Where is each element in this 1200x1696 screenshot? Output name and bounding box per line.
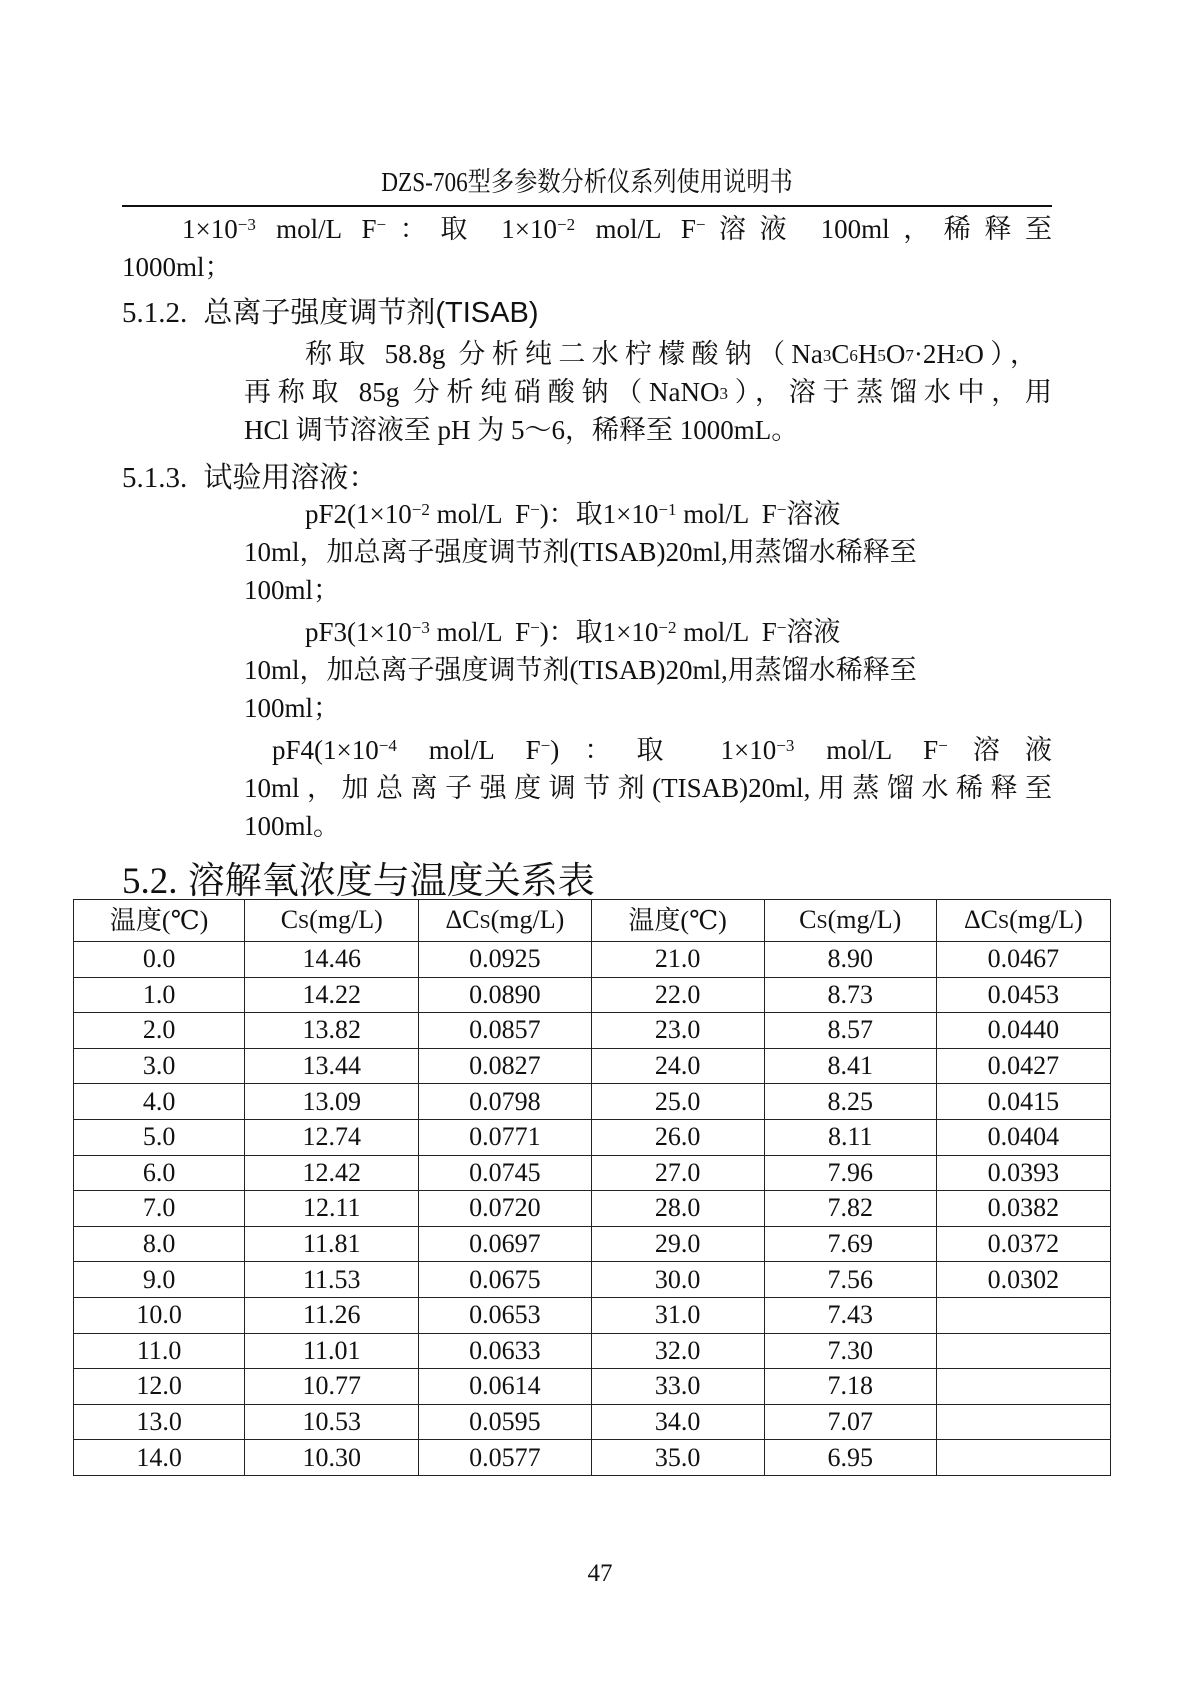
text-run: mol/L F: [575, 214, 696, 244]
table-cell: 4.0: [74, 1084, 245, 1120]
text-run: ：取 1×10: [386, 214, 558, 244]
page-number: 47: [587, 1560, 613, 1587]
table-cell: [936, 1369, 1110, 1405]
table-cell: 7.30: [764, 1333, 936, 1369]
running-header: DZS-706型多参数分析仪系列使用说明书: [381, 167, 793, 197]
table-cell: 12.11: [245, 1191, 419, 1227]
table-cell: 8.25: [764, 1084, 936, 1120]
table-cell: 0.0382: [936, 1191, 1110, 1227]
table-row: [74, 1013, 1111, 1049]
table-row: [74, 1048, 1111, 1084]
text-run: )：取1×10: [539, 617, 659, 647]
table-cell: 7.0: [74, 1191, 245, 1227]
table-cell: 28.0: [591, 1191, 764, 1227]
text-run: pF2(1×10: [305, 499, 412, 529]
text-run: C: [831, 339, 850, 369]
text-run: )：取 1×10: [550, 735, 777, 765]
table-cell: 7.96: [764, 1155, 936, 1191]
tisab-line-3: HCl 调节溶液至 pH 为 5～6，稀释至 1000mL。: [244, 415, 799, 445]
table-cell: 30.0: [591, 1262, 764, 1298]
charge: −: [695, 215, 706, 234]
table-cell: 1.0: [74, 977, 245, 1013]
table-body: [74, 942, 1111, 1476]
table-cell: 0.0415: [936, 1084, 1110, 1120]
table-cell: 0.0890: [419, 977, 591, 1013]
table-cell: 21.0: [591, 942, 764, 978]
charge: −: [776, 618, 787, 637]
header-unit: (mg/L): [490, 904, 565, 934]
header-text: ΔC: [963, 904, 998, 934]
table-cell: 11.26: [245, 1297, 419, 1333]
table-cell: 7.07: [764, 1404, 936, 1440]
exponent: −3: [411, 618, 430, 637]
header-unit: (mg/L): [827, 904, 902, 934]
table-row: [74, 1440, 1111, 1476]
table-cell: 0.0614: [419, 1369, 591, 1405]
table-cell: 10.0: [74, 1297, 245, 1333]
subscript: 3: [822, 346, 832, 365]
table-cell: 10.30: [245, 1440, 419, 1476]
table-cell: 26.0: [591, 1119, 764, 1155]
tisab-line-1: [305, 335, 1037, 373]
table-row: [74, 1084, 1111, 1120]
header-rule: [122, 205, 1052, 207]
intro-line-1: [182, 210, 1052, 248]
table-cell: 13.44: [245, 1048, 419, 1084]
table-cell: 0.0827: [419, 1048, 591, 1084]
table-cell: 5.0: [74, 1119, 245, 1155]
subscript: 7: [905, 346, 914, 365]
subscript: 3: [719, 384, 728, 403]
table-row: [74, 1262, 1111, 1298]
pf3-line-1: [305, 613, 840, 651]
table-row: [74, 1404, 1111, 1440]
section-number: 5.2.: [122, 861, 178, 902]
text-run: 称取 58.8g 分析纯二水柠檬酸钠（Na: [305, 339, 823, 369]
table-cell: 0.0771: [419, 1119, 591, 1155]
column-header: [245, 900, 419, 942]
exponent: −3: [237, 215, 256, 234]
table-cell: 8.57: [764, 1013, 936, 1049]
charge: −: [938, 736, 948, 755]
table-row: [74, 1119, 1111, 1155]
table-cell: 33.0: [591, 1369, 764, 1405]
table-cell: 0.0675: [419, 1262, 591, 1298]
table-cell: 3.0: [74, 1048, 245, 1084]
text-run: pF3(1×10: [305, 617, 412, 647]
text-run: 溶液: [786, 499, 841, 529]
text-run: mol/L F: [396, 735, 541, 765]
text-run: pF4(1×10: [272, 735, 379, 765]
text-run: mol/L F: [676, 617, 777, 647]
subscript: 5: [877, 346, 886, 365]
table-cell: 27.0: [591, 1155, 764, 1191]
table-cell: 25.0: [591, 1084, 764, 1120]
table-cell: 11.0: [74, 1333, 245, 1369]
table-cell: 13.09: [245, 1084, 419, 1120]
table-cell: 8.11: [764, 1119, 936, 1155]
table-cell: 12.74: [245, 1119, 419, 1155]
text-run: 再称取 85g 分析纯硝酸钠（NaNO: [244, 377, 720, 407]
table-cell: 34.0: [591, 1404, 764, 1440]
table-header-row: [74, 900, 1111, 942]
header-unit: (mg/L): [1009, 904, 1083, 934]
table-cell: 8.41: [764, 1048, 936, 1084]
table-cell: [936, 1333, 1110, 1369]
table-cell: 11.53: [245, 1262, 419, 1298]
text-run: H: [857, 339, 878, 369]
table-cell: 0.0467: [936, 942, 1110, 978]
dissolved-oxygen-table: [73, 899, 1111, 1476]
table-cell: 32.0: [591, 1333, 764, 1369]
charge: −: [776, 500, 787, 519]
text-run: 溶液 100ml，稀释至: [705, 214, 1052, 244]
pf2-line-1: [305, 495, 840, 533]
text-run: mol/L F: [255, 214, 377, 244]
header-text: C: [799, 904, 817, 934]
table-cell: 29.0: [591, 1226, 764, 1262]
table-cell: 10.53: [245, 1404, 419, 1440]
table-cell: 9.0: [74, 1262, 245, 1298]
table-cell: 0.0857: [419, 1013, 591, 1049]
table-cell: 8.0: [74, 1226, 245, 1262]
table-row: [74, 977, 1111, 1013]
section-number: 5.1.3.: [122, 462, 188, 494]
table-cell: 0.0595: [419, 1404, 591, 1440]
table-cell: 0.0745: [419, 1155, 591, 1191]
section-title: 试验用溶液：: [203, 462, 378, 494]
charge: −: [530, 500, 540, 519]
exponent: −2: [557, 215, 576, 234]
table-cell: 0.0302: [936, 1262, 1110, 1298]
text-run: mol/L F: [794, 735, 939, 765]
table-cell: 0.0697: [419, 1226, 591, 1262]
intro-line-2: 1000ml；: [122, 252, 232, 282]
table-cell: 0.0577: [419, 1440, 591, 1476]
header-text: C: [280, 904, 299, 934]
table-cell: 0.0440: [936, 1013, 1110, 1049]
pf4-line-1: [272, 731, 1052, 769]
table-row: [74, 1155, 1111, 1191]
section-heading-5-1-2: [122, 290, 539, 331]
table-cell: 0.0653: [419, 1297, 591, 1333]
text-run: 溶液: [947, 735, 1053, 765]
pf2-line-3: 100ml；: [244, 575, 341, 605]
table-cell: 7.43: [764, 1297, 936, 1333]
charge: −: [540, 736, 551, 755]
subscript: 2: [955, 346, 965, 365]
column-header: [74, 900, 245, 942]
table-cell: 12.42: [245, 1155, 419, 1191]
table-cell: 11.81: [245, 1226, 419, 1262]
header-subscript: S: [479, 910, 491, 933]
pf2-line-2: 10ml，加总离子强度调节剂(TISAB)20ml,用蒸馏水稀释至: [244, 537, 917, 567]
section-title: 溶解氧浓度与温度关系表: [187, 860, 595, 901]
table-cell: 0.0633: [419, 1333, 591, 1369]
exponent: −2: [411, 500, 430, 519]
table-cell: 0.0372: [936, 1226, 1110, 1262]
table-cell: 6.95: [764, 1440, 936, 1476]
text-run: mol/L F: [429, 499, 531, 529]
table-cell: 7.82: [764, 1191, 936, 1227]
table-cell: 0.0: [74, 942, 245, 978]
table-cell: 31.0: [591, 1297, 764, 1333]
column-header: [419, 900, 591, 942]
column-header: [591, 900, 764, 942]
text-run: O: [885, 339, 906, 369]
charge: −: [376, 215, 387, 234]
section-heading-5-2: [122, 850, 595, 904]
table-cell: 8.90: [764, 942, 936, 978]
header-text: ΔC: [445, 904, 480, 934]
table-row: [74, 942, 1111, 978]
text-run: 1×10: [182, 214, 238, 244]
table-cell: 0.0404: [936, 1119, 1110, 1155]
pf3-line-3: 100ml；: [244, 693, 341, 723]
header-text: 温度(℃): [628, 905, 727, 935]
table-cell: 10.77: [245, 1369, 419, 1405]
table-row: [74, 1297, 1111, 1333]
table-row: [74, 1369, 1111, 1405]
header-subscript: S: [298, 910, 310, 933]
table-cell: 23.0: [591, 1013, 764, 1049]
header-text: 温度(℃): [109, 905, 209, 935]
tisab-line-2: [244, 373, 1052, 411]
text-run: mol/L F: [676, 499, 777, 529]
table-cell: 14.46: [245, 942, 419, 978]
table-cell: 14.22: [245, 977, 419, 1013]
table-cell: 0.0798: [419, 1084, 591, 1120]
subscript: 6: [849, 346, 858, 365]
text-run: ·2H: [913, 339, 956, 369]
table-cell: 0.0453: [936, 977, 1110, 1013]
header-subscript: S: [816, 910, 828, 933]
exponent: −3: [776, 736, 795, 755]
header-unit: (mg/L): [309, 904, 383, 934]
text-run: ），溶于蒸馏水中，用: [728, 377, 1053, 407]
table-row: [74, 1333, 1111, 1369]
exponent: −2: [658, 618, 677, 637]
column-header: [936, 900, 1110, 942]
section-heading-5-1-3: [122, 455, 377, 496]
column-header: [764, 900, 936, 942]
header-subscript: S: [998, 910, 1010, 933]
exponent: −4: [378, 736, 397, 755]
table-cell: 0.0427: [936, 1048, 1110, 1084]
section-number: 5.1.2.: [122, 297, 188, 329]
table-cell: [936, 1297, 1110, 1333]
table-cell: [936, 1404, 1110, 1440]
text-run: O），: [964, 339, 1037, 369]
table-cell: 24.0: [591, 1048, 764, 1084]
table-cell: 12.0: [74, 1369, 245, 1405]
table-cell: 7.18: [764, 1369, 936, 1405]
table-cell: 0.0393: [936, 1155, 1110, 1191]
text-run: 溶液: [786, 617, 841, 647]
table-cell: 11.01: [245, 1333, 419, 1369]
table-cell: 6.0: [74, 1155, 245, 1191]
table-cell: 35.0: [591, 1440, 764, 1476]
text-run: mol/L F: [429, 617, 531, 647]
table-cell: 22.0: [591, 977, 764, 1013]
text-run: )：取1×10: [539, 499, 659, 529]
table-cell: 13.82: [245, 1013, 419, 1049]
table-cell: 14.0: [74, 1440, 245, 1476]
table-cell: 0.0720: [419, 1191, 591, 1227]
table-row: [74, 1226, 1111, 1262]
pf4-line-3: 100ml。: [244, 811, 341, 841]
exponent: −1: [658, 500, 677, 519]
table-cell: 0.0925: [419, 942, 591, 978]
table-cell: 7.56: [764, 1262, 936, 1298]
table-cell: 7.69: [764, 1226, 936, 1262]
table-row: [74, 1191, 1111, 1227]
section-title: 总离子强度调节剂(TISAB): [203, 297, 539, 329]
pf4-line-2: 10ml，加总离子强度调节剂(TISAB)20ml,用蒸馏水稀释至: [244, 773, 1052, 803]
table-cell: 8.73: [764, 977, 936, 1013]
table-cell: 13.0: [74, 1404, 245, 1440]
table-cell: 2.0: [74, 1013, 245, 1049]
pf3-line-2: 10ml，加总离子强度调节剂(TISAB)20ml,用蒸馏水稀释至: [244, 655, 917, 685]
charge: −: [530, 618, 540, 637]
table-cell: [936, 1440, 1110, 1476]
